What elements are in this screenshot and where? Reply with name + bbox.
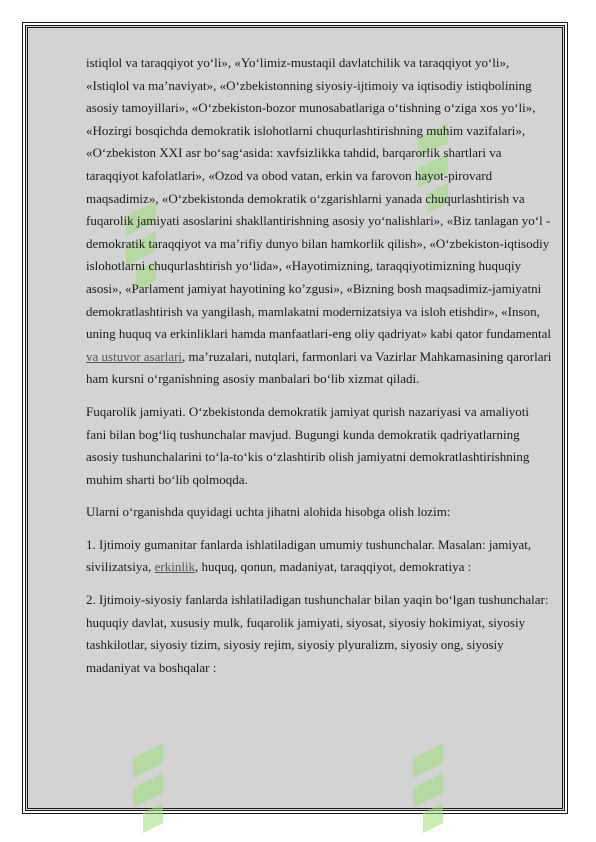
paragraph-point-2: 2. Ijtimoiy-siyosiy fanlarda ishlatiladigan tushunchalar bilan yaqin bo‘lgan tushunchalar: huquqiy davlat, xususiy mulk, fuqarolik jamiyati, siyosat, siyosiy hokimiyat, siyosiy tashkilotlar, siyosiy tizim, siyosiy rejim, siyosiy plyuralizm, siyosiy ong, siyosiy madaniyat va boshqalar :: [86, 592, 549, 675]
paragraph-civil-society: Fuqarolik jamiyati. O‘zbekistonda demokratik jamiyat qurish nazariyasi va amaliyoti fani bilan bog‘liq tushunchalar mavjud. Bugungi kunda demokratik qadriyatlarning asosiy tushunchalarini to‘la-to‘kis o‘zlashtirib olish jamiyatni demokratlashtirishning muhim sharti bo‘lib qolmoqda.: [86, 403, 530, 487]
works-link[interactable]: va ustuvor asarlari: [86, 348, 183, 364]
paragraph-text: istiqlol va taraqqiyot yo‘li», «Yo‘limiz-mustaqil davlatchilik va taraqqiyot yo‘li», «Istiqlol va ma’naviyat», «O‘zbekistonning siyosiy-ijtimoiy va iqtisodiy istiqbolining asosiy tamoyillari», «O‘zbekiston-bozor munosabatlariga o‘tishning o‘ziga xos yo‘li», «Hozirgi bosqichda demokratik islohotlarni chuqurlashtirishning muhim vazifalari», «O‘zbekiston XXI asr bo‘sag‘asida: xavfsizlikka tahdid, barqarorlik shartlari va taraqqiyot kafolatlari», «Ozod va obod vatan, erkin va farovon hayot-pirovard maqsadimiz», «O‘zbekistonda demokratik o‘zgarishlarni yanada chuqurlashtirish va fuqarolik jamiyati asoslarini shakllantirishning asosiy yo‘nalishlari», «Biz tanlagan yo‘l - demokratik taraqqiyot va ma’rifiy dunyo bilan hamkorlik qilish», «O‘zbekiston-iqtisodiy islohotlarni chuqurlashtirish yo‘lida», «Hayotimizning, taraqqiyotimizning huquqiy asosi», «Parlament jamiyat hayotining ko’zgusi», «Bizning bosh maqsadimiz-jamiyatni demokratlashtirish va yangilash, mamlakatni modernizatsiya va isloh etishdir», «Inson, uning huquq va erkinliklari hamda manfaatlari-eng oliy qadriyat» kabi qator fundamental: [86, 55, 551, 342]
freedom-link[interactable]: erkinlik: [154, 559, 196, 575]
paragraph-text: , ma’ruzalari, nutqlari, farmonlari va Vazirlar Mahkamasining qarorlari ham kursni o‘rganishning asosiy manbalari bo‘lib xizmat qiladi.: [86, 348, 552, 387]
paragraph-text: 1. Ijtimoiy gumanitar fanlarda ishlatiladigan umumiy tushunchalar. Masalan: jamiyat, sivilizatsiya,: [86, 536, 532, 575]
paragraph-point-1: [86, 534, 552, 579]
paragraph-text: , huquq, qonun, madaniyat, taraqqiyot, demokratiya :: [195, 559, 472, 575]
paragraph-sources: [86, 52, 552, 391]
watermark-logo-icon: [123, 718, 177, 838]
document-body: [86, 52, 552, 689]
paragraph-aspects-intro: Ularni o‘rganishda quyidagi uchta jihatni alohida hisobga olish lozim:: [86, 504, 451, 520]
watermark-logo-icon: [403, 718, 457, 838]
